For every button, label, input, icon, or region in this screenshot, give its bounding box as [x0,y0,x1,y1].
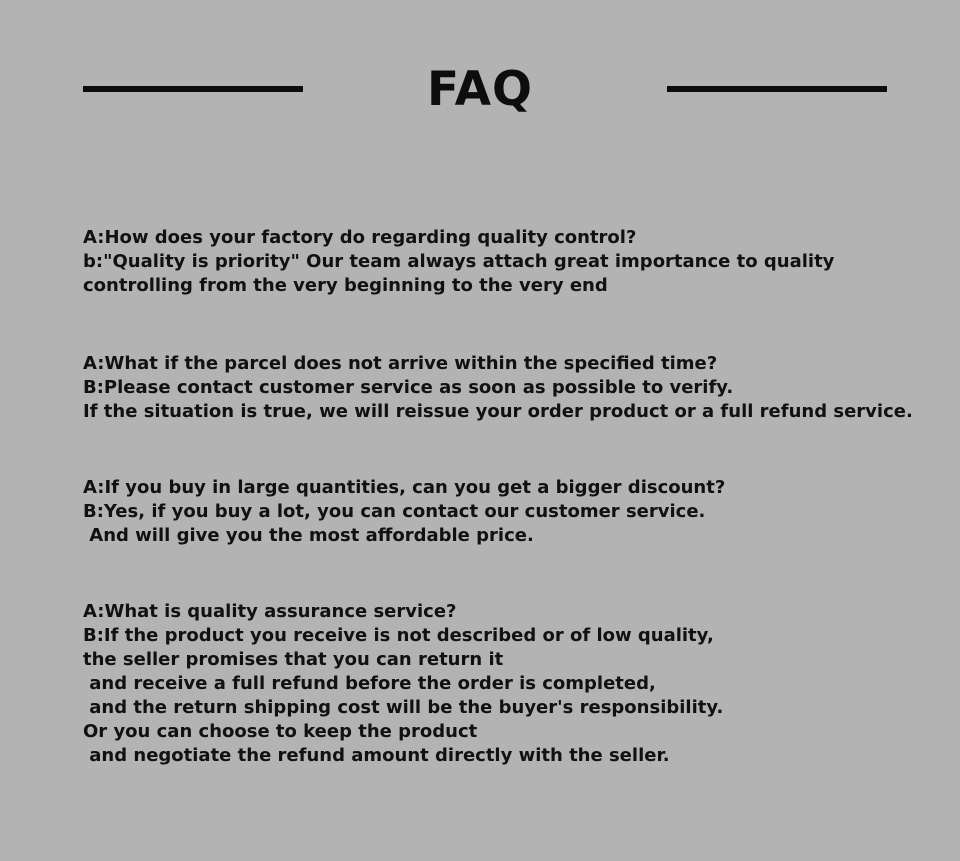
faq-question: A:How does your factory do regarding quality control? [83,227,637,248]
faq-answer-line: B:Yes, if you buy a lot, you can contact our customer service. [83,501,706,522]
faq-answer-line: and receive a full refund before the order is completed, [83,673,656,694]
faq-item [83,600,943,768]
faq-answer-line: B:If the product you receive is not described or of low quality, [83,625,714,646]
faq-item [83,226,943,298]
page-title: FAQ [426,62,534,117]
faq-item [83,476,943,548]
faq-answer-line: Or you can choose to keep the product [83,721,478,742]
faq-answer-line: And will give you the most affordable price. [83,525,534,546]
faq-answer-line: and the return shipping cost will be the buyer's responsibility. [83,697,724,718]
header-rule-right [667,86,887,92]
faq-answer-line: controlling from the very beginning to the very end [83,275,608,296]
faq-answer-line: b:"Quality is priority" Our team always attach great importance to quality [83,251,835,272]
faq-question: A:If you buy in large quantities, can you get a bigger discount? [83,477,726,498]
faq-answer-line: the seller promises that you can return it [83,649,504,670]
faq-answer-line: B:Please contact customer service as soon as possible to verify. [83,377,734,398]
faq-answer-line: and negotiate the refund amount directly with the seller. [83,745,670,766]
faq-question: A:What is quality assurance service? [83,601,457,622]
faq-answer-line: If the situation is true, we will reissue your order product or a full refund service. [83,401,913,422]
faq-question: A:What if the parcel does not arrive within the specified time? [83,353,718,374]
faq-item [83,352,943,424]
